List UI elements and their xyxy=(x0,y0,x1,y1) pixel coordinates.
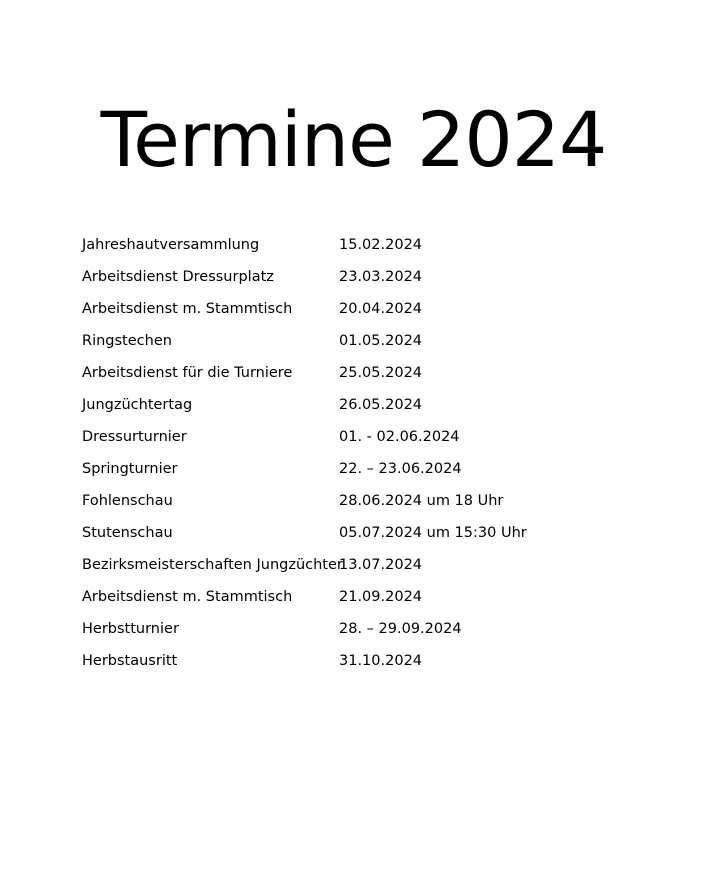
event-date: 21.09.2024 xyxy=(339,589,423,605)
event-row xyxy=(82,549,527,581)
event-row xyxy=(82,485,527,517)
event-name: Arbeitsdienst Dressurplatz xyxy=(82,269,274,285)
event-row xyxy=(82,581,527,613)
event-date: 22. – 23.06.2024 xyxy=(339,461,462,477)
event-row xyxy=(82,613,527,645)
event-date: 01. - 02.06.2024 xyxy=(339,429,460,445)
event-name: Springturnier xyxy=(82,461,178,477)
event-name: Herbstausritt xyxy=(82,653,178,669)
event-date: 23.03.2024 xyxy=(339,269,423,285)
event-list xyxy=(82,229,527,677)
event-row xyxy=(82,645,527,677)
event-date: 25.05.2024 xyxy=(339,365,423,381)
event-date: 28.06.2024 um 18 Uhr xyxy=(339,493,504,509)
event-date: 26.05.2024 xyxy=(339,397,423,413)
event-row xyxy=(82,325,527,357)
event-name: Bezirksmeisterschaften Jungzüchter xyxy=(82,557,343,573)
event-row xyxy=(82,517,527,549)
event-row xyxy=(82,453,527,485)
event-date: 01.05.2024 xyxy=(339,333,423,349)
event-name: Arbeitsdienst m. Stammtisch xyxy=(82,301,293,317)
event-date: 15.02.2024 xyxy=(339,237,423,253)
event-name: Arbeitsdienst für die Turniere xyxy=(82,365,293,381)
event-date: 05.07.2024 um 15:30 Uhr xyxy=(339,525,527,541)
event-row xyxy=(82,389,527,421)
event-name: Jungzüchtertag xyxy=(82,397,193,413)
event-date: 28. – 29.09.2024 xyxy=(339,621,462,637)
event-name: Fohlenschau xyxy=(82,493,173,509)
event-name: Arbeitsdienst m. Stammtisch xyxy=(82,589,293,605)
page-title: Termine 2024 xyxy=(100,95,607,184)
event-date: 13.07.2024 xyxy=(339,557,423,573)
event-row xyxy=(82,357,527,389)
event-date: 31.10.2024 xyxy=(339,653,423,669)
event-row xyxy=(82,293,527,325)
event-name: Stutenschau xyxy=(82,525,173,541)
event-name: Jahreshautversammlung xyxy=(82,237,260,253)
event-row xyxy=(82,229,527,261)
event-name: Herbstturnier xyxy=(82,621,179,637)
event-date: 20.04.2024 xyxy=(339,301,423,317)
event-name: Dressurturnier xyxy=(82,429,187,445)
event-name: Ringstechen xyxy=(82,333,172,349)
event-row xyxy=(82,261,527,293)
event-row xyxy=(82,421,527,453)
